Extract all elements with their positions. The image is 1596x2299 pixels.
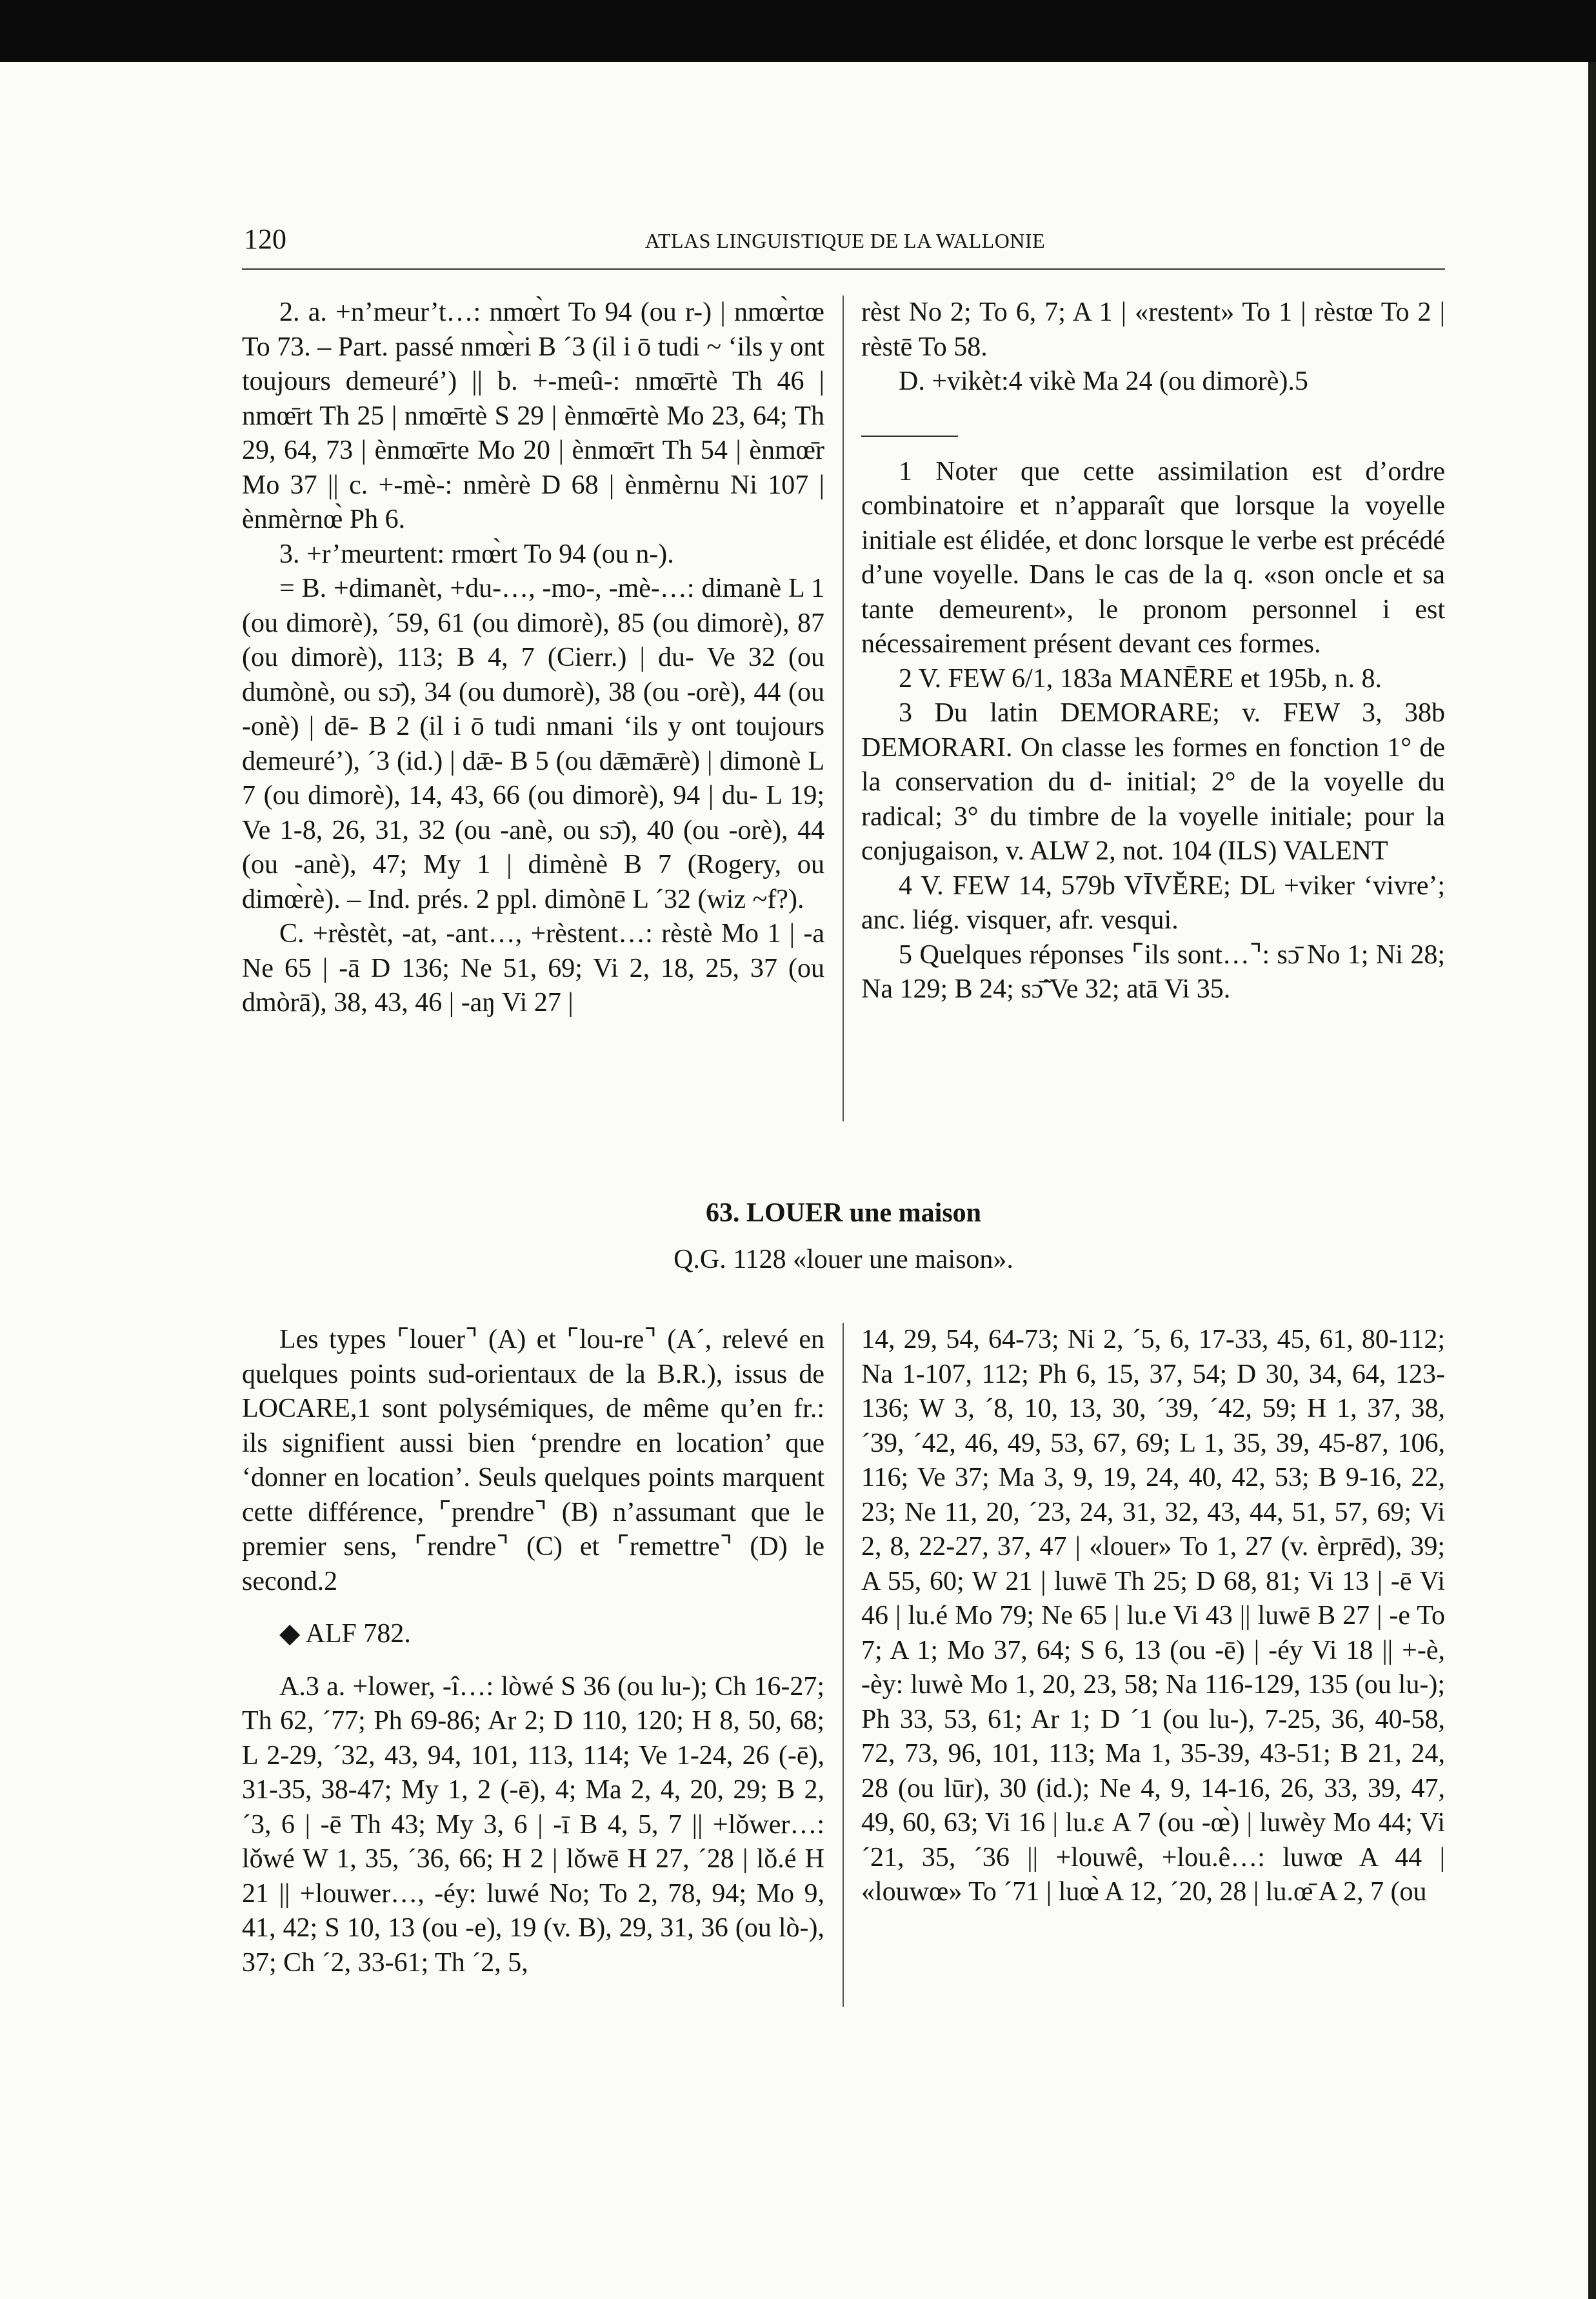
scan-top-border xyxy=(0,0,1596,62)
entry-paragraph: 2. a. +n’meur’t…: nmœ̀rt To 94 (ou r-) | nmœ̀rtœ To 73. – Part. passé nmœ̀ri B ´3 (il i ō tudi ~ ‘ils y ont toujours demeuré’) || b. +-meû-: nmœ̄rtè Th 46 | nmœ̄rt Th 25 | nmœ̄rtè S 29 | ènmœ̄rtè Mo 23, 64; Th 29, 64, 73 | ènmœ̄rte Mo 20 | ènmœ̄rt Th 54 | ènmœ̄r Mo 37 || c. +-mè-: nmèrè D 68 | ènmèrnu Ni 107 | ènmèrnœ̀ Ph 6. xyxy=(242,297,824,534)
page-number: 120 xyxy=(244,223,286,255)
entry-paragraph: = B. +dimanèt, +du-…, -mo-, -mè-…: dimanè L 1 (ou dimorè), ´59, 61 (ou dimorè), 85 (ou dimorè), 87 (ou dimorè), 113; B 4, 7 (Cierr.) | du- Ve 32 (ou dumònè, ou sɔ̄), 34 (ou dumorè), 38 (ou -orè), 44 (ou -onè) | dē- B 2 (il i ō tudi nmani ‘ils y ont toujours demeuré’), ´3 (id.) | dǣ- B 5 (ou dǣmǣrè) | dimonè L 7 (ou dimorè), 14, 43, 66 (ou dimorè), 94 | du- L 19; Ve 1-8, 26, 31, 32 (ou -anè, ou sɔ̄), 40 (ou -orè), 44 (ou -anè), 47; My 1 | dimènè B 7 (Rogery, ou dimœ̀rè). – Ind. prés. 2 ppl. dimònē L ´32 (wiz ~f?). xyxy=(242,574,824,914)
column-divider xyxy=(843,296,844,1121)
upper-right-column xyxy=(861,296,1445,1007)
intro-paragraph: Les types ⌜louer⌝ (A) et ⌜lou-re⌝ (A´, relevé en quelques points sud-orientaux de la B.R.), issus de LOCARE,1 sont polysémiques, de même qu’en fr.: ils signifient aussi bien ‘prendre en location’ que ‘donner en location’. Seuls quelques points marquent cette différence, ⌜prendre⌝ (B) n’assumant que le premier sens, ⌜rendre⌝ (C) et ⌜remettre⌝ (D) le second.2 xyxy=(242,1325,824,1596)
alf-reference: ◆ ALF 782. xyxy=(279,1619,411,1649)
footnote-rule xyxy=(861,436,958,437)
footnote: 2 V. FEW 6/1, 183a MANĒRE et 195b, n. 8. xyxy=(899,663,1382,694)
entry-paragraph: A.3 a. +lower, -î…: lòwé S 36 (ou lu-); Ch 16-27; Th 62, ´77; Ph 69-86; Ar 2; D 110, 120; H 8, 50, 68; L 2-29, ´32, 43, 94, 101, 113, 114; Ve 1-24, 26 (-ē), 31-35, 38-47; My 1, 2 (-ē), 4; Ma 2, 4, 20, 29; B 2, ´3, 6 | -ē Th 43; My 3, 6 | -ī B 4, 5, 7 || +lǒwer…: lǒwé W 1, 35, ´36, 66; H 2 | lǒwē H 27, ´28 | lǒ.é H 21 || +louwer…, -éy: luwé No; To 2, 78, 94; Mo 9, 41, 42; S 10, 13 (ou -e), 19 (v. B), 29, 31, 36 (ou lò-), 37; Ch ´2, 33-61; Th ´2, 5, xyxy=(242,1671,824,1978)
entry-paragraph: C. +rèstèt, -at, -ant…, +rèstent…: rèstè Mo 1 | -a Ne 65 | -ā D 136; Ne 51, 69; Vi 2, 18, 25, 37 (ou dmòrā), 38, 43, 46 | -aŋ Vi 27 | xyxy=(242,919,824,1018)
footnote: 4 V. FEW 14, 579b VĪVĔRE; DL +viker ‘vivre’; anc. liég. visquer, afr. vesqui. xyxy=(861,870,1445,935)
column-divider xyxy=(843,1323,844,2007)
lower-right-column xyxy=(861,1323,1445,1910)
section-subtitle: Q.G. 1128 «louer une maison». xyxy=(673,1245,1013,1274)
entry-paragraph: 3. +r’meurtent: rmœ̀rt To 94 (ou n-). xyxy=(279,539,674,569)
footnote: 1 Noter que cette assimilation est d’ordre combinatoire et n’apparaît que lorsque la voyelle initiale est élidée, et donc lorsque le verbe est précédé d’une voyelle. Dans le cas de la q. «son oncle et sa tante demeurent», le pronom personnel i est nécessairement présent devant ces formes. xyxy=(861,456,1445,659)
footnote: 5 Quelques réponses ⌜ils sont…⌝: sɔ̄ No 1; Ni 28; Na 129; B 24; sɔ̄̃ Ve 32; atā Vi 35. xyxy=(861,939,1445,1004)
lower-left-column xyxy=(242,1323,824,1980)
footnote: 3 Du latin DEMORARE; v. FEW 3, 38b DEMORARI. On classe les formes en fonction 1° de la conservation du d- initial; 2° de la voyelle du radical; 3° du timbre de la voyelle initiale; pour la conjugaison, v. ALW 2, not. 104 (ILS) VALENT xyxy=(861,698,1445,866)
scan-right-edge xyxy=(1588,62,1596,2299)
header-rule xyxy=(242,268,1445,270)
entry-paragraph: 14, 29, 54, 64-73; Ni 2, ´5, 6, 17-33, 45, 61, 80-112; Na 1-107, 112; Ph 6, 15, 37, 54; D 30, 34, 64, 123-136; W 3, ´8, 10, 13, 30, ´39, ´42, 59; H 1, 37, 38, ´39, ´42, 46, 49, 53, 67, 69; L 1, 35, 39, 45-87, 106, 116; Ve 37; Ma 3, 9, 19, 24, 40, 42, 53; B 9-16, 22, 23; Ne 11, 20, ´23, 24, 31, 32, 43, 44, 51, 57, 69; Vi 2, 8, 22-27, 37, 47 | «louer» To 1, 27 (v. èrprēd), 39; A 55, 60; W 21 | luwē Th 25; D 68, 81; Vi 13 | -ē Vi 46 | lu.é Mo 79; Ne 65 | lu.e Vi 43 || luwē B 27 | -e To 7; A 1; Mo 37, 64; S 6, 13 (ou -ē) | -éy Vi 18 || +-è, -èy: luwè Mo 1, 20, 23, 58; Na 116-129, 135 (ou lu-); Ph 33, 53, 61; Ar 1; D ´1 (ou lu-), 7-25, 36, 40-58, 72, 73, 96, 101, 113; Ma 1, 35-39, 43-51; B 21, 24, 28 (ou lūr), 30 (id.); Ne 4, 9, 14-16, 26, 33, 39, 47, 49, 60, 63; Vi 16 | lu.ε A 7 (ou -œ̀) | luwèy Mo 44; Vi ´21, 35, ´36 || +louwê, +lou.ê…: luwœ A 44 | «louwœ» To ´71 | luœ̀ A 12, ´20, 28 | lu.œ̄ A 2, 7 (ou xyxy=(861,1325,1445,1907)
entry-paragraph: rèst No 2; To 6, 7; A 1 | «restent» To 1 | rèstœ To 2 | rèstē To 58. xyxy=(861,297,1445,362)
upper-left-column xyxy=(242,296,824,1021)
section-title: 63. LOUER une maison xyxy=(705,1198,982,1228)
entry-paragraph: D. +vikèt:4 vikè Ma 24 (ou dimorè).5 xyxy=(899,366,1308,396)
running-title: ATLAS LINGUISTIQUE DE LA WALLONIE xyxy=(644,229,1046,252)
